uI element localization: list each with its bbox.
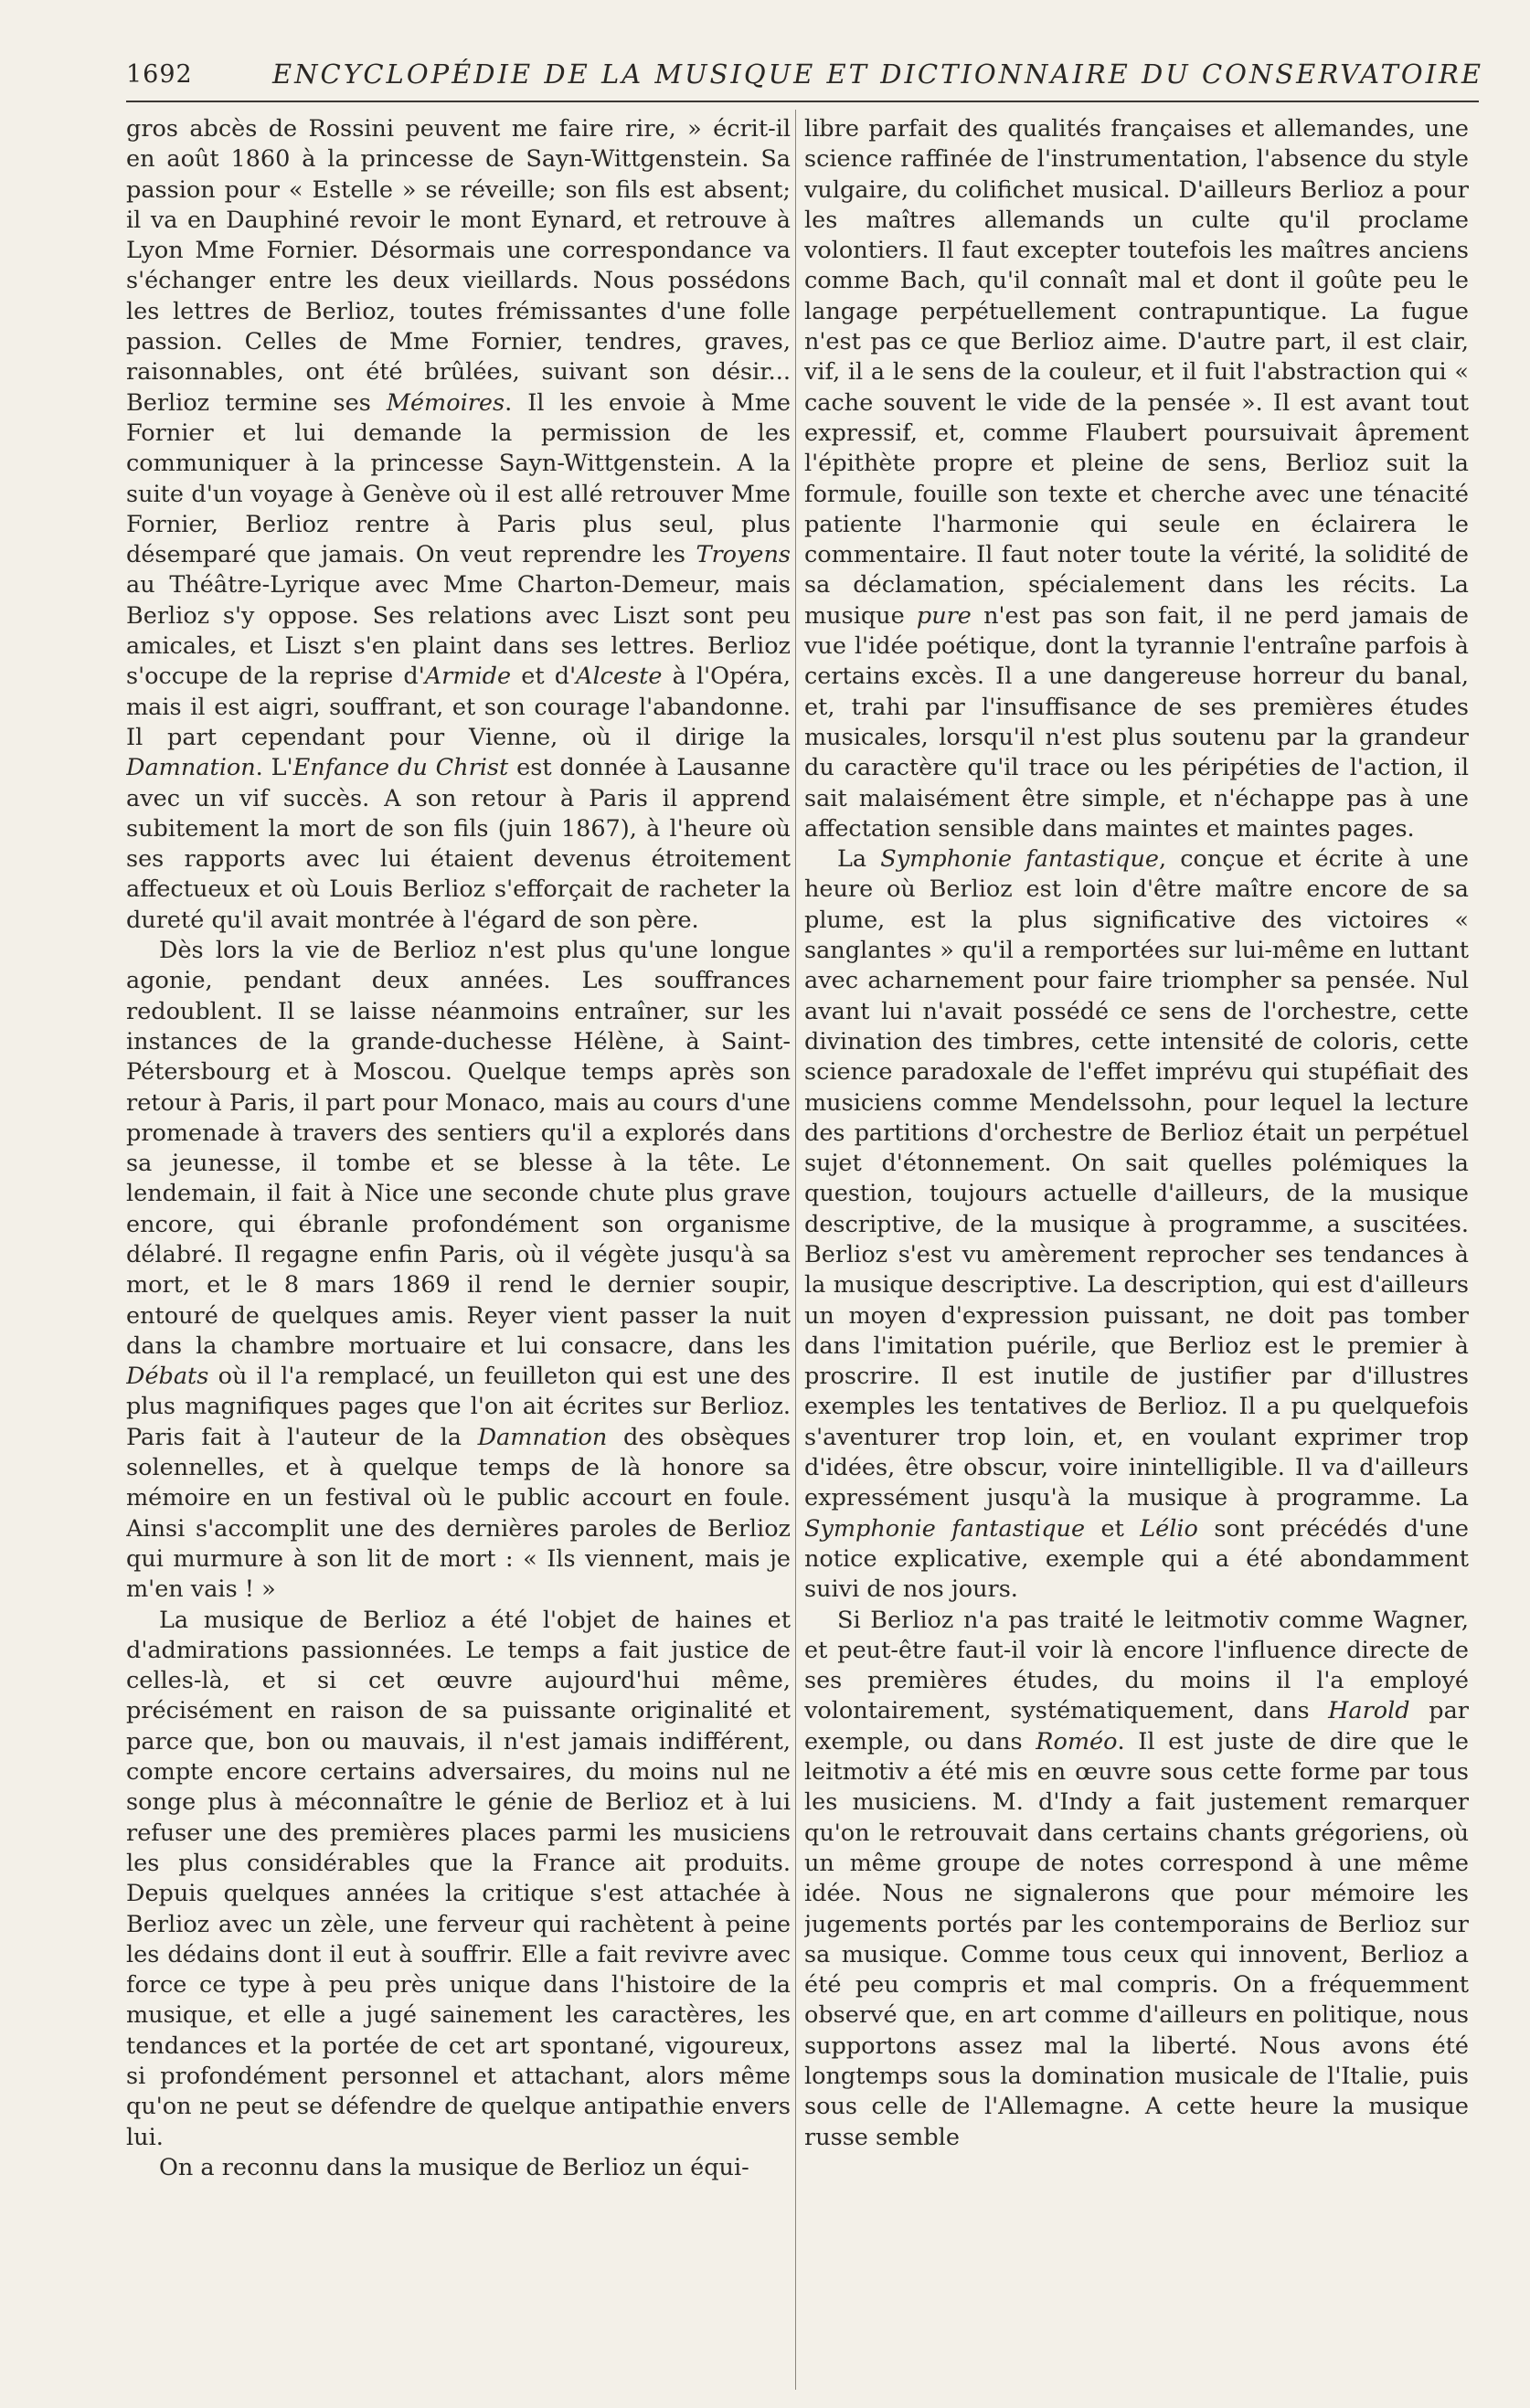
paragraph: La musique de Berlioz a été l'objet de haines et d'admirations passionnées. Le temps a fait justice de celles-là, et si cet œuvre aujourd'hui même, précisément en raison de sa puissante originalité et parce que, bon ou mauvais, il n'est jamais indifférent, compte encore certains adversaires, du moins nul ne songe plus à méconnaître le génie de Berlioz et à lui refuser une des premières places parmi les musiciens les plus considérables que la France ait produits. Depuis quelques années la critique s'est attachée à Berlioz avec un zèle, une ferveur qui rachètent à peine les dédains dont il eut à souffrir. Elle a fait revivre avec force ce type à peu près unique dans l'histoire de la musique, et elle a jugé sainement les caractères, les tendances et la portée de cet art spontané, vigoureux, si profondément personnel et attachant, alors même qu'on ne peut se défendre de quelque antipathie envers lui. — [126, 1606, 791, 2151]
paragraph: gros abcès de Rossini peuvent me faire rire, » écrit-il en août 1860 à la princesse de Sayn-Wittgenstein. Sa passion pour « Estelle » se réveille; son fils est absent; il va en Dauphiné revoir le mont Eynard, et retrouve à Lyon Mme Fornier. Désormais une correspondance va s'échanger entre les deux vieillards. Nous possédons les lettres de Berlioz, toutes frémissantes d'une folle passion. Celles de Mme Fornier, tendres, graves, raisonnables, ont été brûlées, suivant son désir... Berlioz termine ses Mémoires. Il les envoie à Mme Fornier et lui demande la permission de les communiquer à la princesse Sayn-Wittgenstein. A la suite d'un voyage à Genève où il est allé retrouver Mme Fornier, Berlioz rentre à Paris plus seul, plus désemparé que jamais. On veut reprendre les Troyens au Théâtre-Lyrique avec Mme Charton-Demeur, mais Berlioz s'y oppose. Ses relations avec Liszt sont peu amicales, et Liszt s'en plaint dans ses lettres. Berlioz s'occupe de la reprise d'Armide et d'Alceste à l'Opéra, mais il est aigri, souffrant, et son courage l'abandonne. Il part cependant pour Vienne, où il dirige la Damnation. L'Enfance du Christ est donnée à Lausanne avec un vif succès. A son retour à Paris il apprend subitement la mort de son fils (juin 1867), à l'heure où ses rapports avec lui étaient devenus étroitement affectueux et où Louis Berlioz s'efforçait de racheter la dureté qu'il avait montrée à l'égard de son père. — [126, 115, 791, 934]
paragraph: La Symphonie fantastique, conçue et écrite à une heure où Berlioz est loin d'être maître encore de sa plume, est la plus significative des victoires « sanglantes » qu'il a remportées sur lui-même en luttant avec acharnement pour faire triompher sa pensée. Nul avant lui n'avait possédé ce sens de l'orchestre, cette divination des timbres, cette intensité de coloris, cette science paradoxale de l'effet imprévu qui stupéfiait des musiciens comme Mendelssohn, pour lequel la lecture des partitions d'orchestre de Berlioz était un perpétuel sujet d'étonnement. On sait quelles polémiques la question, toujours actuelle d'ailleurs, de la musique descriptive, de la musique à programme, a suscitées. Berlioz s'est vu amèrement reprocher ses tendances à la musique descriptive. La description, qui est d'ailleurs un moyen d'expression puissant, ne doit pas tomber dans l'imitation puérile, que Berlioz est le premier à proscrire. Il est inutile de justifier par d'illustres exemples les tentatives de Berlioz. Il a pu quelquefois s'aventurer trop loin, et, en voulant exprimer trop d'idées, être obscur, voire inintelligible. Il va d'ailleurs expressément jusqu'à la musique à programme. La Symphonie fantastique et Lélio sont précédés d'une notice explicative, exemple qui a été abondamment suivi de nos jours. — [804, 845, 1469, 1604]
left-column — [126, 114, 791, 2390]
paragraph: Si Berlioz n'a pas traité le leitmotiv comme Wagner, et peut-être faut-il voir là encore l'influence directe de ses premières études, du moins il l'a employé volontairement, systématiquement, dans Harold par exemple, ou dans Roméo. Il est juste de dire que le leitmotiv a été mis en œuvre sous cette forme par tous les musiciens. M. d'Indy a fait justement remarquer qu'on le retrouvait dans certains chants grégoriens, où un même groupe de notes correspond à une même idée. Nous ne signalerons que pour mémoire les jugements portés par les contemporains de Berlioz sur sa musique. Comme tous ceux qui innovent, Berlioz a été peu compris et mal compris. On a fréquemment observé que, en art comme d'ailleurs en politique, nous supportons assez mal la liberté. Nous avons été longtemps sous la domination musicale de l'Italie, puis sous celle de l'Allemagne. A cette heure la musique russe semble — [804, 1606, 1469, 2151]
column-divider — [795, 110, 796, 2390]
paragraph: Dès lors la vie de Berlioz n'est plus qu'une longue agonie, pendant deux années. Les souffrances redoublent. Il se laisse néanmoins entraîner, sur les instances de la grande-duchesse Hélène, à Saint-Pétersbourg et à Moscou. Quelque temps après son retour à Paris, il part pour Monaco, mais au cours d'une promenade à travers des sentiers qu'il a explorés dans sa jeunesse, il tombe et se blesse à la tête. Le lendemain, il fait à Nice une seconde chute plus grave encore, qui ébranle profondément son organisme délabré. Il regagne enfin Paris, où il végète jusqu'à sa mort, et le 8 mars 1869 il rend le dernier soupir, entouré de quelques amis. Reyer vient passer la nuit dans la chambre mortuaire et lui consacre, dans les Débats où il l'a remplacé, un feuilleton qui est une des plus magnifiques pages que l'on ait écrites sur Berlioz. Paris fait à l'auteur de la Damnation des obsèques solennelles, et à quelque temps de là honore sa mémoire en un festival où le public accourt en foule. Ainsi s'accomplit une des dernières paroles de Berlioz qui murmure à son lit de mort : « Ils viennent, mais je m'en vais ! » — [126, 937, 791, 1604]
page-header — [126, 57, 1484, 102]
right-column — [804, 114, 1469, 2390]
running-title: ENCYCLOPÉDIE DE LA MUSIQUE ET DICTIONNAIRE DU CONSERVATOIRE — [272, 58, 1484, 90]
page-number: 1692 — [126, 60, 193, 89]
paragraph: On a reconnu dans la musique de Berlioz un équi- — [159, 2153, 749, 2181]
paragraph: libre parfait des qualités françaises et allemandes, une science raffinée de l'instrumentation, l'absence du style vulgaire, du colifichet musical. D'ailleurs Berlioz a pour les maîtres allemands un culte qu'il proclame volontiers. Il faut excepter toutefois les maîtres anciens comme Bach, qu'il connaît mal et dont il goûte peu le langage perpétuellement contrapuntique. La fugue n'est pas ce que Berlioz aime. D'autre part, il est clair, vif, il a le sens de la couleur, et il fuit l'abstraction qui « cache souvent le vide de la pensée ». Il est avant tout expressif, et, comme Flaubert poursuivait âprement l'épithète propre et pleine de sens, Berlioz suit la formule, fouille son texte et cherche avec une ténacité patiente l'harmonie qui seule en éclairera le commentaire. Il faut noter toute la vérité, la solidité de sa déclamation, spécialement dans les récits. La musique pure n'est pas son fait, il ne perd jamais de vue l'idée poétique, dont la tyrannie l'entraîne parfois à certains excès. Il a une dangereuse horreur du banal, et, trahi par l'insuffisance de ses premières études musicales, lorsqu'il n'est plus soutenu par la grandeur du caractère qu'il trace ou les péripéties de l'action, il sait malaisément être simple, et n'échappe pas à une affectation sensible dans maintes et maintes pages. — [804, 115, 1469, 843]
